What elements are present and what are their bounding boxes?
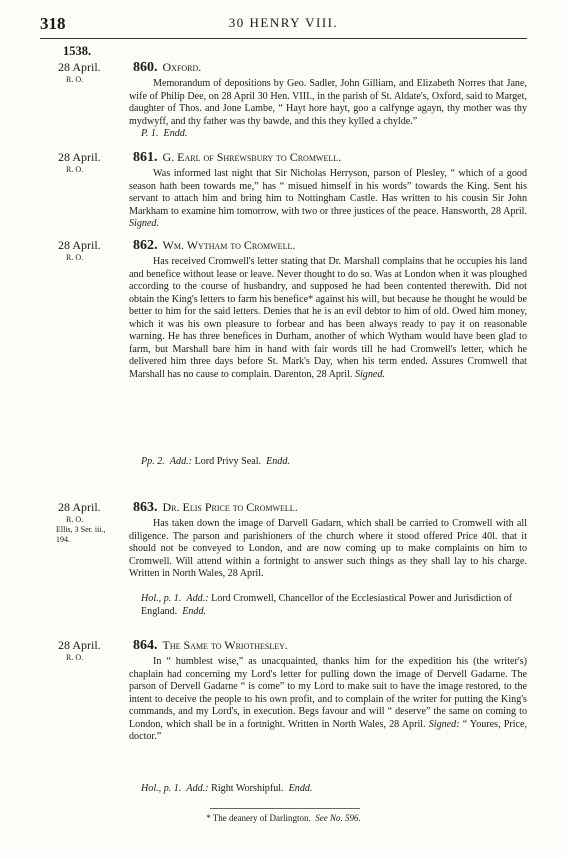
address-label: Add.: <box>169 456 193 467</box>
entry-description: Hol., p. 1. <box>141 783 182 794</box>
entry-number: 863. <box>133 500 158 515</box>
entry-number: 862. <box>133 238 158 253</box>
address-text: Lord Privy Seal. <box>194 456 262 467</box>
signed-note: Signed. <box>354 368 385 380</box>
entry-number: 864. <box>133 638 158 653</box>
entry-date: 28 April. <box>58 638 101 652</box>
entry-body: Memorandum of depositions by Geo. Sadler, John Gilliam, and Elizabeth Norres that Jane, wife of Philip Dee, on 28 April 30 Hen. VIII., in the parish of St. Aldate's, Oxford, said to Marget, daughter of Thos. and Jone Lambe, “ Hayt hore hayt, goo a calfynge agayn, thy mother was thy mydwyff, and thy father was thy bawde, and this they kylled a chylde.” <box>129 78 527 127</box>
address-label: Add.: <box>186 593 209 604</box>
signed-note: Signed: <box>428 718 460 730</box>
endorsed-note: Endd. <box>182 605 207 617</box>
entry-source: R. O. <box>66 653 84 662</box>
endorsed-note: Endd. <box>288 783 313 794</box>
entry-date: 28 April. <box>58 60 101 74</box>
entry-date: 28 April. <box>58 500 101 514</box>
signed-note: Signed. <box>129 218 159 229</box>
entry-title: Dr. Elis Price to Cromwell. <box>162 500 298 514</box>
entry-date: 28 April. <box>58 238 101 252</box>
entry-source <box>56 515 124 545</box>
entry-heading <box>133 150 341 166</box>
entry-title: Wm. Wytham to Cromwell. <box>162 238 296 252</box>
source-archive: R. O. <box>66 515 84 524</box>
running-title: 30 HENRY VIII. <box>228 15 339 30</box>
entry-title: G. Earl of Shrewsbury to Cromwell. <box>162 150 342 164</box>
endorsed-note: Endd. <box>266 456 290 467</box>
entry-description: P. 1. <box>141 128 159 139</box>
footnote-rule <box>210 808 360 809</box>
entry-source: R. O. <box>66 165 84 174</box>
header-rule <box>40 38 527 39</box>
signature-text: “ Youres, Price, doctor.” <box>129 718 527 742</box>
running-header <box>40 14 527 34</box>
entry-source: R. O. <box>66 75 84 84</box>
entry-heading <box>133 638 288 654</box>
entry-footer <box>129 456 539 469</box>
footnote <box>40 813 527 823</box>
year-heading: 1538. <box>63 44 92 58</box>
address-label: Add.: <box>186 783 209 794</box>
endorsed-note: Endd. <box>163 128 188 139</box>
entry-body-text: Was informed last night that Sir Nicholas Herryson, parson of Plesley, “ which of a good season hath been towards me,” has “ misued himself in his words” towards the King. Sent his servant to attach him and bring him to Nottingham Castle. Has written to his cousin Sir John Markham to examine him tomorrow, with two or three justices of the peace. Hansworth, 28 April. <box>129 168 527 217</box>
entry-title: Oxford. <box>162 60 202 74</box>
entry-description: Pp. 2. <box>141 456 165 467</box>
entry-description: Hol., p. 1. <box>141 593 182 604</box>
entry-body-text: In “ humblest wise,” as unacquainted, thanks him for the expedition his (the writer's) chaplain had concerning my Lord's letter for pulling down the image of Dervell Gadarne. The parson of Dervell Gadarne “ is come” to my Lord to make suit to have the image restored, to the intent to deceive the people to his own profit, and to complain of the writer for putting the King's commands, and my Lord's, in execution. Begs favour and will “ deserve” the same on coming to London, which shall be in a fortnight. Written in North Wales, 28 April. <box>129 656 527 730</box>
entry-heading <box>133 238 295 254</box>
footnote-reference: See No. 596. <box>315 813 361 823</box>
entry-number: 861. <box>133 150 158 165</box>
address-text: Right Worshipful. <box>211 783 284 794</box>
entry-body-text: Has received Cromwell's letter stating that Dr. Marshall complains that he occupies his land and benefice without lease or leave. Never thought to do so. Was at London when it was ploughed according to the course of husbandry, and supposed he had been contented therewith. Did not obtain the King's letters to farm his benefice* against his will, but because he thought he would be better to him for the said letters. Denies that he is an evil debtor to him of old. Owed him money, which it was his own pleasure to forbear and has been always ready to pay it on reasonable warning. He has three benefices in Durham, another of which Wytham would have been glad to farm, but Marshall bare him in hand with fair words till he had Cromwell's letter, which he delivered him three days before St. Mark's Day, when his term ended. Assures Cromwell that Marshall has no cause to complain. Darenton, 28 April. <box>129 256 527 380</box>
source-reference: Ellis, 3 Ser. iii., 194. <box>56 525 106 544</box>
entry-number: 860. <box>133 60 158 75</box>
entry-date: 28 April. <box>58 150 101 164</box>
entry-body <box>129 168 527 231</box>
address-text: Lord Cromwell, Chancellor of the Ecclesiastical Power and Jurisdiction of England. <box>141 593 513 617</box>
entry-heading <box>133 500 298 516</box>
entry-footer <box>129 593 539 618</box>
page-number: 318 <box>40 14 66 33</box>
footnote-text: * The deanery of Darlington. <box>206 813 311 823</box>
entry-heading <box>133 60 201 76</box>
entry-body <box>129 256 527 381</box>
entry-body: Has taken down the image of Darvell Gadarn, which shall be carried to Cromwell with all diligence. The parson and parishioners of the church where it stood offered Price 40l. that it should not be conveyed to London, and are now coming up to make complaints on him to Cromwell. Will attend within a fortnight to answer such things as they shall lay to his charge. Written in North Wales, 28 April. <box>129 518 527 579</box>
entry-footer <box>129 128 539 141</box>
entry-body <box>129 656 527 744</box>
entry-footer <box>129 783 539 796</box>
entry-title: The Same to Wriothesley. <box>162 638 288 652</box>
entry-source: R. O. <box>66 253 84 262</box>
